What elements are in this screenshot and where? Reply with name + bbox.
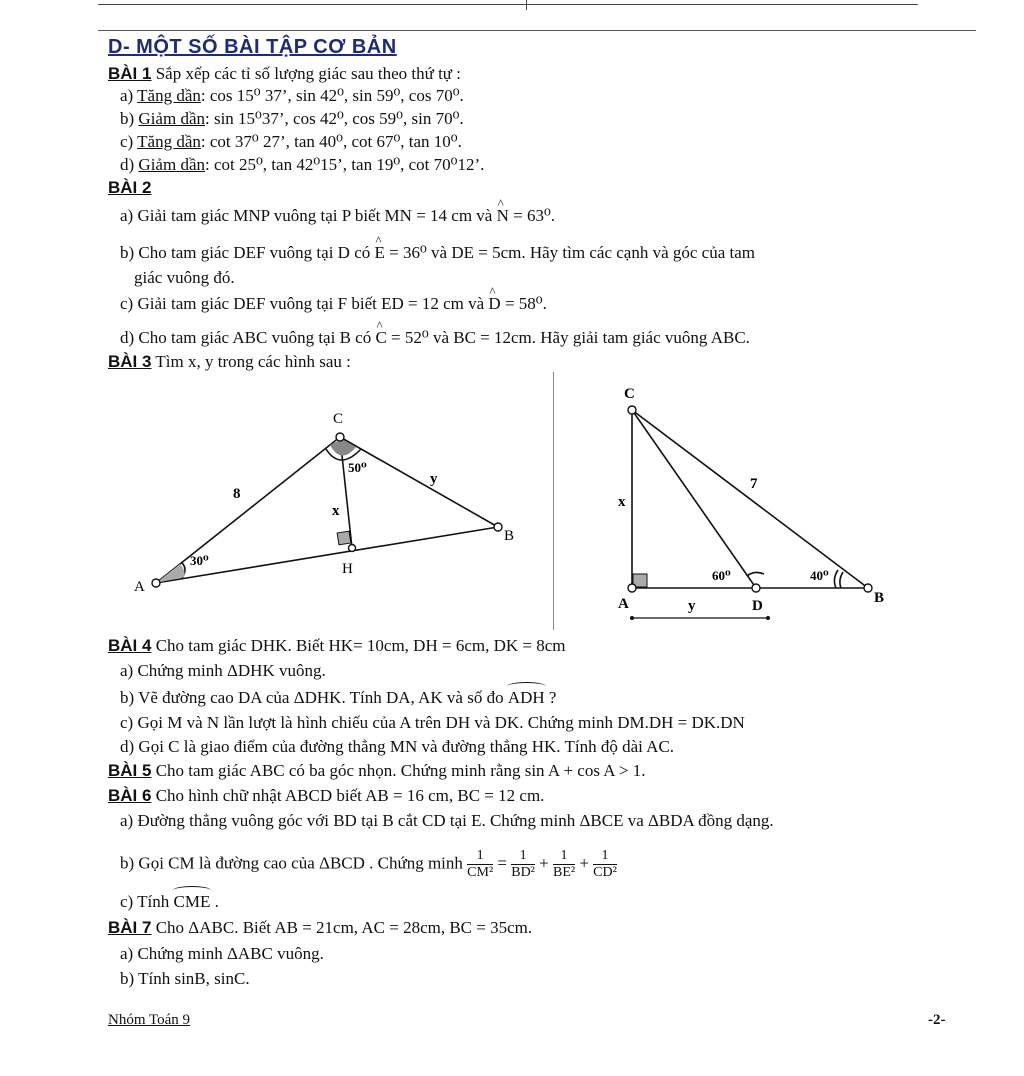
angle-arc-d (747, 572, 764, 576)
bai1-d: d) Giảm dần: cot 25⁰, tan 42⁰15’, tan 19⁰, cot 70⁰12’. (120, 155, 485, 174)
point-a (152, 579, 160, 587)
point-b (864, 584, 872, 592)
bai2-heading (108, 178, 151, 198)
bai4-b: b) Vẽ đường cao DA của ΔDHK. Tính DA, AK và số đo ADH ? (120, 688, 557, 707)
point-d (752, 584, 760, 592)
angle-d: ^ D (488, 294, 500, 314)
bai4-label: BÀI 4 (108, 636, 152, 655)
label-d: D (752, 598, 763, 614)
bai5-line: BÀI 5 Cho tam giác ABC có ba góc nhọn. Chứng minh rằng sin A + cos A > 1. (108, 761, 646, 780)
side-cb (340, 437, 498, 527)
frac-be: $\frac{1}{\text{BE²}}$ (552, 848, 576, 880)
label-c: C (624, 386, 635, 402)
bai2-label: BÀI 2 (108, 178, 152, 197)
bai2-a: a) Giải tam giác MNP vuông tại P biết MN = 14 cm và ^ N = 63⁰. (120, 206, 555, 226)
bai6-b: b) Gọi CM là đường cao của ΔBCD . Chứng minh $\frac{1}{\text{CM²}}$ = $\frac{1}{\text{BD²}}$ + $\frac{1}{\text{BE²}}$ + $\frac{1}{\text{CD²}}$ (120, 848, 617, 880)
angle-arc-b-1 (834, 570, 838, 588)
footer-group: Nhóm Toán 9 (108, 1012, 191, 1028)
bai1-a-order: Tăng dần (137, 86, 201, 105)
right-angle-h (337, 531, 351, 545)
bai4-c: c) Gọi M và N lần lượt là hình chiếu của A trên DH và DK. Chứng minh DM.DH = DK.DN (120, 713, 745, 732)
side-cb (632, 410, 868, 588)
label-c: C (333, 411, 344, 427)
figure-2 (600, 378, 900, 628)
angle-arc-b-2 (840, 572, 843, 588)
point-h (349, 545, 356, 552)
bai3-label: BÀI 3 (108, 352, 152, 371)
bai1-c-order: Tăng dần (137, 132, 201, 151)
bai7-line: BÀI 7 Cho ΔABC. Biết AB = 21cm, AC = 28cm, BC = 35cm. (108, 918, 533, 937)
label-angle-d: 60⁰ (712, 568, 731, 583)
bai6-label: BÀI 6 (108, 786, 152, 805)
label-b: B (504, 528, 515, 544)
label-y: y (688, 598, 696, 614)
bai6-c: c) Tính CME . (120, 892, 219, 911)
bai6-line: BÀI 6 Cho hình chữ nhật ABCD biết AB = 16 cm, BC = 12 cm. (108, 786, 545, 805)
table-divider (526, 0, 527, 10)
figure-1 (120, 395, 540, 610)
bai1-label: BÀI 1 (108, 64, 152, 83)
label-h: H (342, 561, 353, 577)
top-table-edge (98, 0, 918, 5)
label-x: x (332, 503, 340, 519)
dim-end-right (766, 616, 770, 620)
label-a: A (618, 596, 629, 612)
bai4-d: d) Gọi C là giao điểm của đường thẳng MN và đường thẳng HK. Tính độ dài AC. (120, 737, 675, 756)
label-side-8: 8 (233, 486, 241, 502)
bai4-a: a) Chứng minh ΔDHK vuông. (120, 661, 326, 680)
bai1-intro: Sắp xếp các tỉ số lượng giác sau theo thứ tự : (155, 64, 461, 83)
bai1-c: c) Tăng dần: cot 37⁰ 27’, tan 40⁰, cot 67⁰, tan 10⁰. (120, 132, 462, 151)
page-number: -2- (928, 1012, 946, 1028)
frac-bd: $\frac{1}{\text{BD²}}$ (511, 848, 535, 880)
bai1-intro-line (108, 64, 461, 84)
arc-cme: CME (173, 892, 211, 911)
figure-separator (553, 372, 554, 630)
point-a (628, 584, 636, 592)
label-y: y (430, 471, 438, 487)
frac-cd: $\frac{1}{\text{CD²}}$ (593, 848, 617, 880)
section-title: D- MỘT SỐ BÀI TẬP CƠ BẢN (108, 36, 397, 58)
label-a: A (134, 579, 145, 595)
angle-e: ^ E (375, 243, 385, 263)
dim-end-left (630, 616, 634, 620)
bai1-d-order: Giảm dần (138, 155, 205, 174)
side-ac (156, 437, 340, 583)
point-b (494, 523, 502, 531)
header-rule (98, 30, 976, 31)
bai2-b: b) Cho tam giác DEF vuông tại D có ^ E = 36⁰ và DE = 5cm. Hãy tìm các cạnh và góc của tam (120, 243, 755, 263)
bai3-line: BÀI 3 Tìm x, y trong các hình sau : (108, 352, 351, 371)
point-c (336, 433, 344, 441)
bai2-d: d) Cho tam giác ABC vuông tại B có ^ C = 52⁰ và BC = 12cm. Hãy giải tam giác vuông ABC. (120, 328, 750, 348)
label-x: x (618, 494, 626, 510)
bai5-label: BÀI 5 (108, 761, 152, 780)
label-angle-a: 30⁰ (190, 553, 209, 568)
label-angle-c: 50⁰ (348, 460, 367, 475)
bai1-a: a) Tăng dần: cos 15⁰ 37’, sin 42⁰, sin 59⁰, cos 70⁰. (120, 86, 464, 105)
point-c (628, 406, 636, 414)
bai6-a: a) Đường thẳng vuông góc với BD tại B cắt CD tại E. Chứng minh ΔBCE va ΔBDA đồng dạng. (120, 811, 774, 830)
angle-n: ^ N (497, 206, 509, 226)
bai7-a: a) Chứng minh ΔABC vuông. (120, 944, 324, 963)
side-cd (632, 410, 756, 588)
bai1-b: b) Giảm dần: sin 15⁰37’, cos 42⁰, cos 59⁰, sin 70⁰. (120, 109, 464, 128)
bai7-b: b) Tính sinB, sinC. (120, 969, 250, 988)
arc-adh: ADH (507, 688, 545, 707)
bai7-label: BÀI 7 (108, 918, 152, 937)
angle-c: ^ C (375, 328, 386, 348)
bai2-c: c) Giải tam giác DEF vuông tại F biết ED = 12 cm và ^ D = 58⁰. (120, 294, 547, 314)
bai4-line: BÀI 4 Cho tam giác DHK. Biết HK= 10cm, DH = 6cm, DK = 8cm (108, 636, 566, 655)
bai1-b-order: Giảm dần (138, 109, 205, 128)
label-side-7: 7 (750, 476, 758, 492)
bai2-b-cont: giác vuông đó. (134, 268, 235, 287)
label-angle-b: 40⁰ (810, 568, 829, 583)
label-b: B (874, 590, 885, 606)
frac-cm: $\frac{1}{\text{CM²}}$ (467, 848, 494, 880)
